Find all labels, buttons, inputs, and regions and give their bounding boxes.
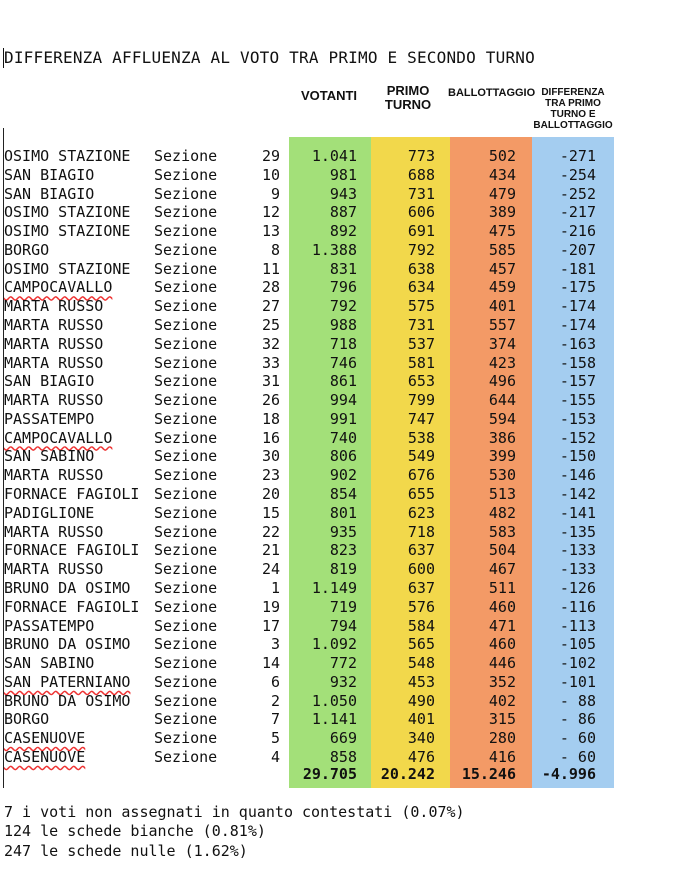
- primo-turno-cell: 747: [407, 409, 435, 428]
- differenza-cell: - 60: [559, 729, 596, 748]
- ballottaggio-cell: 389: [488, 203, 516, 222]
- table-row: [0, 297, 700, 316]
- primo-turno-cell: 634: [407, 278, 435, 297]
- section-label-cell: Sezione: [154, 391, 218, 410]
- primo-turno-cell: 655: [407, 485, 435, 504]
- votanti-cell: 792: [329, 297, 357, 316]
- ballottaggio-cell: 459: [488, 278, 516, 297]
- differenza-cell: -271: [559, 147, 596, 165]
- votanti-cell: 861: [329, 372, 357, 391]
- votanti-cell: 819: [329, 560, 357, 579]
- differenza-cell: -163: [559, 334, 596, 353]
- section-label-cell: Sezione: [154, 672, 218, 691]
- table-row: [0, 504, 700, 523]
- ballottaggio-cell: 352: [488, 672, 516, 691]
- total-differenza: -4.996: [541, 765, 596, 783]
- differenza-cell: -252: [559, 184, 596, 203]
- differenza-cell: -146: [559, 466, 596, 485]
- section-number-cell: 22: [261, 522, 280, 541]
- table-row: [0, 635, 700, 654]
- ballottaggio-cell: 471: [488, 616, 516, 635]
- differenza-cell: -174: [559, 297, 596, 316]
- differenza-cell: -133: [559, 541, 596, 560]
- location-cell: CAMPOCAVALLO: [4, 278, 113, 297]
- section-number-cell: 30: [261, 447, 280, 466]
- ballottaggio-cell: 401: [488, 297, 516, 316]
- differenza-cell: -174: [559, 316, 596, 335]
- differenza-cell: -158: [559, 353, 596, 372]
- table-row: [0, 654, 700, 673]
- table-row: [0, 316, 700, 335]
- section-number-cell: 1: [270, 578, 280, 597]
- differenza-cell: -116: [559, 597, 596, 616]
- table-row: [0, 147, 700, 166]
- differenza-cell: -126: [559, 578, 596, 597]
- primo-turno-cell: 600: [407, 560, 435, 579]
- ballottaggio-cell: 402: [488, 691, 516, 710]
- votanti-cell: 831: [329, 259, 357, 278]
- ballottaggio-cell: 511: [488, 578, 516, 597]
- total-ballottaggio: 15.246: [461, 765, 516, 783]
- differenza-cell: -181: [559, 259, 596, 278]
- ballottaggio-cell: 457: [488, 259, 516, 278]
- section-number-cell: 14: [261, 654, 280, 673]
- section-number-cell: 33: [261, 353, 280, 372]
- ballottaggio-cell: 502: [488, 147, 516, 165]
- location-cell: FORNACE FAGIOLI: [4, 541, 140, 560]
- section-label-cell: Sezione: [154, 691, 218, 710]
- section-number-cell: 11: [261, 259, 280, 278]
- primo-turno-cell: 718: [407, 522, 435, 541]
- differenza-cell: -152: [559, 428, 596, 447]
- differenza-cell: -207: [559, 240, 596, 259]
- location-cell: OSIMO STAZIONE: [4, 147, 131, 165]
- primo-turno-cell: 691: [407, 222, 435, 241]
- section-number-cell: 3: [270, 635, 280, 654]
- location-cell: SAN PATERNIANO: [4, 672, 131, 691]
- section-number-cell: 19: [261, 597, 280, 616]
- section-label-cell: Sezione: [154, 240, 218, 259]
- primo-turno-cell: 637: [407, 578, 435, 597]
- votanti-cell: 669: [329, 729, 357, 748]
- ballottaggio-cell: 513: [488, 485, 516, 504]
- location-cell: PASSATEMPO: [4, 409, 95, 428]
- primo-turno-cell: 653: [407, 372, 435, 391]
- differenza-cell: - 60: [559, 747, 596, 766]
- votanti-cell: 794: [329, 616, 357, 635]
- ballottaggio-cell: 530: [488, 466, 516, 485]
- section-label-cell: Sezione: [154, 372, 218, 391]
- ballottaggio-cell: 594: [488, 409, 516, 428]
- votanti-cell: 991: [329, 409, 357, 428]
- ballottaggio-cell: 460: [488, 635, 516, 654]
- header-differenza: DIFFERENZA TRA PRIMO TURNO E BALLOTTAGGIO: [533, 87, 613, 131]
- section-number-cell: 6: [270, 672, 280, 691]
- section-number-cell: 8: [270, 240, 280, 259]
- location-cell: OSIMO STAZIONE: [4, 259, 131, 278]
- votanti-cell: 740: [329, 428, 357, 447]
- votanti-cell: 932: [329, 672, 357, 691]
- section-label-cell: Sezione: [154, 710, 218, 729]
- table-row: [0, 335, 700, 354]
- section-label-cell: Sezione: [154, 560, 218, 579]
- differenza-cell: -254: [559, 165, 596, 184]
- section-label-cell: Sezione: [154, 729, 218, 748]
- table-row: [0, 260, 700, 279]
- votanti-cell: 981: [329, 165, 357, 184]
- section-label-cell: Sezione: [154, 147, 218, 165]
- location-cell: MARTA RUSSO: [4, 334, 104, 353]
- section-label-cell: Sezione: [154, 485, 218, 504]
- section-number-cell: 12: [261, 203, 280, 222]
- section-label-cell: Sezione: [154, 184, 218, 203]
- primo-turno-cell: 401: [407, 710, 435, 729]
- page-title: DIFFERENZA AFFLUENZA AL VOTO TRA PRIMO E SECONDO TURNO: [4, 48, 535, 67]
- section-label-cell: Sezione: [154, 654, 218, 673]
- primo-turno-cell: 731: [407, 184, 435, 203]
- ballottaggio-cell: 374: [488, 334, 516, 353]
- primo-turno-cell: 565: [407, 635, 435, 654]
- section-label-cell: Sezione: [154, 522, 218, 541]
- votanti-cell: 806: [329, 447, 357, 466]
- section-number-cell: 31: [261, 372, 280, 391]
- section-label-cell: Sezione: [154, 635, 218, 654]
- votanti-cell: 1.092: [311, 635, 357, 654]
- table-row: [0, 729, 700, 748]
- primo-turno-cell: 490: [407, 691, 435, 710]
- ballottaggio-cell: 460: [488, 597, 516, 616]
- section-label-cell: Sezione: [154, 747, 218, 766]
- differenza-cell: -153: [559, 409, 596, 428]
- differenza-cell: -141: [559, 503, 596, 522]
- location-cell: BRUNO DA OSIMO: [4, 691, 131, 710]
- primo-turno-cell: 549: [407, 447, 435, 466]
- ballottaggio-cell: 475: [488, 222, 516, 241]
- location-cell: PADIGLIONE: [4, 503, 95, 522]
- location-cell: SAN BIAGIO: [4, 372, 95, 391]
- location-cell: MARTA RUSSO: [4, 316, 104, 335]
- location-cell: MARTA RUSSO: [4, 466, 104, 485]
- primo-turno-cell: 637: [407, 541, 435, 560]
- votanti-cell: 719: [329, 597, 357, 616]
- differenza-cell: -105: [559, 635, 596, 654]
- primo-turno-cell: 453: [407, 672, 435, 691]
- section-label-cell: Sezione: [154, 334, 218, 353]
- location-cell: MARTA RUSSO: [4, 560, 104, 579]
- differenza-cell: -133: [559, 560, 596, 579]
- differenza-cell: -102: [559, 654, 596, 673]
- section-number-cell: 13: [261, 222, 280, 241]
- location-cell: SAN BIAGIO: [4, 165, 95, 184]
- location-cell: MARTA RUSSO: [4, 297, 104, 316]
- section-label-cell: Sezione: [154, 466, 218, 485]
- ballottaggio-cell: 280: [488, 729, 516, 748]
- section-number-cell: 29: [261, 147, 280, 165]
- table-row: [0, 523, 700, 542]
- ballottaggio-cell: 504: [488, 541, 516, 560]
- ballottaggio-cell: 399: [488, 447, 516, 466]
- totals-row: [0, 765, 700, 785]
- table-row: [0, 560, 700, 579]
- location-cell: MARTA RUSSO: [4, 353, 104, 372]
- ballottaggio-cell: 482: [488, 503, 516, 522]
- ballottaggio-cell: 583: [488, 522, 516, 541]
- section-label-cell: Sezione: [154, 503, 218, 522]
- ballottaggio-cell: 315: [488, 710, 516, 729]
- total-primo-turno: 20.242: [380, 765, 435, 783]
- votanti-cell: 772: [329, 654, 357, 673]
- section-label-cell: Sezione: [154, 409, 218, 428]
- section-label-cell: Sezione: [154, 353, 218, 372]
- location-cell: FORNACE FAGIOLI: [4, 597, 140, 616]
- ballottaggio-cell: 434: [488, 165, 516, 184]
- ballottaggio-cell: 644: [488, 391, 516, 410]
- table-row: [0, 673, 700, 692]
- differenza-cell: -101: [559, 672, 596, 691]
- differenza-cell: -155: [559, 391, 596, 410]
- location-cell: BRUNO DA OSIMO: [4, 578, 131, 597]
- votanti-cell: 854: [329, 485, 357, 504]
- table-row: [0, 429, 700, 448]
- differenza-cell: -217: [559, 203, 596, 222]
- section-number-cell: 2: [270, 691, 280, 710]
- location-cell: MARTA RUSSO: [4, 522, 104, 541]
- section-label-cell: Sezione: [154, 616, 218, 635]
- header-votanti: VOTANTI: [300, 88, 358, 103]
- votanti-cell: 943: [329, 184, 357, 203]
- table-row: [0, 278, 700, 297]
- table-row: [0, 598, 700, 617]
- ballottaggio-cell: 467: [488, 560, 516, 579]
- location-cell: OSIMO STAZIONE: [4, 222, 131, 241]
- table-row: [0, 185, 700, 204]
- section-number-cell: 25: [261, 316, 280, 335]
- section-label-cell: Sezione: [154, 428, 218, 447]
- votanti-cell: 887: [329, 203, 357, 222]
- table-row: [0, 203, 700, 222]
- votanti-cell: 858: [329, 747, 357, 766]
- differenza-cell: -113: [559, 616, 596, 635]
- section-label-cell: Sezione: [154, 447, 218, 466]
- votanti-cell: 823: [329, 541, 357, 560]
- primo-turno-cell: 581: [407, 353, 435, 372]
- section-label-cell: Sezione: [154, 597, 218, 616]
- section-number-cell: 10: [261, 165, 280, 184]
- section-label-cell: Sezione: [154, 278, 218, 297]
- differenza-cell: - 86: [559, 710, 596, 729]
- section-label-cell: Sezione: [154, 165, 218, 184]
- primo-turno-cell: 538: [407, 428, 435, 447]
- ballottaggio-cell: 557: [488, 316, 516, 335]
- section-number-cell: 20: [261, 485, 280, 504]
- total-votanti: 29.705: [302, 765, 357, 783]
- section-label-cell: Sezione: [154, 316, 218, 335]
- table-row: [0, 222, 700, 241]
- location-cell: BORGO: [4, 240, 50, 259]
- section-number-cell: 18: [261, 409, 280, 428]
- primo-turno-cell: 799: [407, 391, 435, 410]
- primo-turno-cell: 575: [407, 297, 435, 316]
- differenza-cell: -175: [559, 278, 596, 297]
- primo-turno-cell: 638: [407, 259, 435, 278]
- section-number-cell: 17: [261, 616, 280, 635]
- section-number-cell: 24: [261, 560, 280, 579]
- table-row: [0, 372, 700, 391]
- table-row: [0, 692, 700, 711]
- votanti-cell: 796: [329, 278, 357, 297]
- votanti-cell: 1.149: [311, 578, 357, 597]
- votanti-cell: 1.050: [311, 691, 357, 710]
- primo-turno-cell: 584: [407, 616, 435, 635]
- section-number-cell: 16: [261, 428, 280, 447]
- ballottaggio-cell: 479: [488, 184, 516, 203]
- location-cell: BORGO: [4, 710, 50, 729]
- section-label-cell: Sezione: [154, 222, 218, 241]
- votanti-cell: 801: [329, 503, 357, 522]
- header-ballottaggio: BALLOTTAGGIO: [448, 87, 536, 99]
- section-number-cell: 7: [270, 710, 280, 729]
- differenza-cell: -150: [559, 447, 596, 466]
- ballottaggio-cell: 446: [488, 654, 516, 673]
- votanti-cell: 935: [329, 522, 357, 541]
- votanti-cell: 994: [329, 391, 357, 410]
- location-cell: BRUNO DA OSIMO: [4, 635, 131, 654]
- table-row: [0, 391, 700, 410]
- section-number-cell: 4: [270, 747, 280, 766]
- section-number-cell: 28: [261, 278, 280, 297]
- primo-turno-cell: 676: [407, 466, 435, 485]
- ballottaggio-cell: 496: [488, 372, 516, 391]
- location-cell: CAMPOCAVALLO: [4, 428, 113, 447]
- section-number-cell: 27: [261, 297, 280, 316]
- location-cell: SAN SABINO: [4, 447, 95, 466]
- table-row: [0, 710, 700, 729]
- section-number-cell: 26: [261, 391, 280, 410]
- primo-turno-cell: 606: [407, 203, 435, 222]
- differenza-cell: - 88: [559, 691, 596, 710]
- section-number-cell: 32: [261, 334, 280, 353]
- location-cell: SAN SABINO: [4, 654, 95, 673]
- differenza-cell: -142: [559, 485, 596, 504]
- primo-turno-cell: 476: [407, 747, 435, 766]
- table-row: [0, 410, 700, 429]
- primo-turno-cell: 792: [407, 240, 435, 259]
- votanti-cell: 988: [329, 316, 357, 335]
- differenza-cell: -135: [559, 522, 596, 541]
- section-label-cell: Sezione: [154, 578, 218, 597]
- votanti-cell: 892: [329, 222, 357, 241]
- table-row: [0, 485, 700, 504]
- table-row: [0, 166, 700, 185]
- location-cell: SAN BIAGIO: [4, 184, 95, 203]
- primo-turno-cell: 688: [407, 165, 435, 184]
- votanti-cell: 746: [329, 353, 357, 372]
- votanti-cell: 1.141: [311, 710, 357, 729]
- header-primo-turno: PRIMO TURNO: [384, 83, 432, 112]
- section-number-cell: 15: [261, 503, 280, 522]
- primo-turno-cell: 576: [407, 597, 435, 616]
- section-label-cell: Sezione: [154, 203, 218, 222]
- differenza-cell: -216: [559, 222, 596, 241]
- section-number-cell: 5: [270, 729, 280, 748]
- table-row: [0, 541, 700, 560]
- primo-turno-cell: 340: [407, 729, 435, 748]
- location-cell: OSIMO STAZIONE: [4, 203, 131, 222]
- note-contestati: 7 i voti non assegnati in quanto contestati (0.07%): [4, 803, 465, 821]
- location-cell: MARTA RUSSO: [4, 391, 104, 410]
- section-label-cell: Sezione: [154, 259, 218, 278]
- location-cell: FORNACE FAGIOLI: [4, 485, 140, 504]
- votanti-cell: 902: [329, 466, 357, 485]
- primo-turno-cell: 623: [407, 503, 435, 522]
- table-row: [0, 354, 700, 373]
- section-number-cell: 21: [261, 541, 280, 560]
- votanti-cell: 718: [329, 334, 357, 353]
- votanti-cell: 1.388: [311, 240, 357, 259]
- differenza-cell: -157: [559, 372, 596, 391]
- table-row: [0, 466, 700, 485]
- location-cell: CASENUOVE: [4, 729, 86, 748]
- section-label-cell: Sezione: [154, 297, 218, 316]
- table-row: [0, 241, 700, 260]
- location-cell: PASSATEMPO: [4, 616, 95, 635]
- section-label-cell: Sezione: [154, 541, 218, 560]
- table-row: [0, 447, 700, 466]
- location-cell: CASENUOVE: [4, 747, 86, 766]
- note-schede-bianche: 124 le schede bianche (0.81%): [4, 822, 266, 840]
- ballottaggio-cell: 386: [488, 428, 516, 447]
- primo-turno-cell: 548: [407, 654, 435, 673]
- ballottaggio-cell: 416: [488, 747, 516, 766]
- votanti-cell: 1.041: [311, 147, 357, 165]
- table-row: [0, 617, 700, 636]
- section-number-cell: 23: [261, 466, 280, 485]
- table-row: [0, 579, 700, 598]
- ballottaggio-cell: 585: [488, 240, 516, 259]
- primo-turno-cell: 731: [407, 316, 435, 335]
- note-schede-nulle: 247 le schede nulle (1.62%): [4, 842, 248, 860]
- section-number-cell: 9: [270, 184, 280, 203]
- ballottaggio-cell: 423: [488, 353, 516, 372]
- primo-turno-cell: 537: [407, 334, 435, 353]
- primo-turno-cell: 773: [407, 147, 435, 165]
